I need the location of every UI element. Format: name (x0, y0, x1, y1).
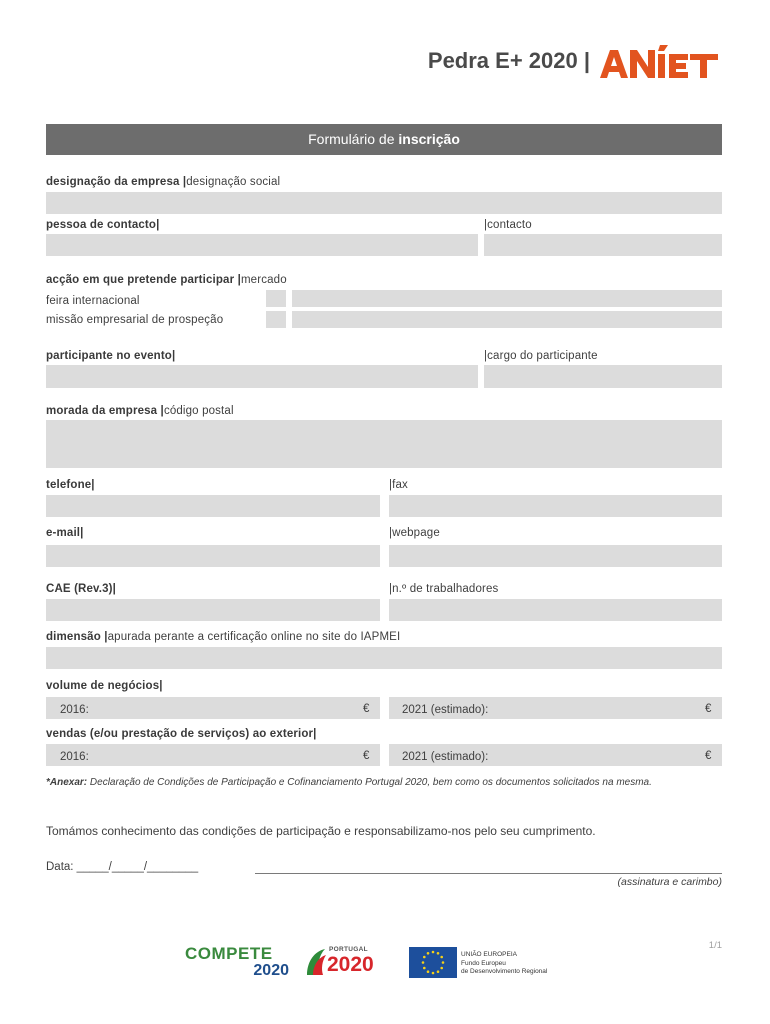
contact-person-label (46, 219, 159, 231)
employees-field[interactable] (389, 599, 722, 621)
form-title-normal: Formulário de (308, 131, 399, 147)
aniet-logo (598, 44, 722, 80)
attachment-note-text: Declaração de Condições de Participação e Cofinanciamento Portugal 2020, bem como os documentos solicitados na mesma. (87, 777, 652, 788)
turnover-label-text: volume de negócios| (46, 680, 163, 692)
attachment-note-lead: *Anexar: (46, 777, 88, 788)
exports-label (46, 728, 317, 740)
email-label (46, 527, 84, 539)
email-label-text: e-mail| (46, 527, 84, 539)
option-fair-label: feira internacional (46, 295, 140, 307)
exports-2021-label: 2021 (estimado): (402, 751, 489, 763)
exports-2016-label: 2016: (60, 751, 89, 763)
address-label-sub: código postal (163, 405, 234, 417)
eu-flag-icon (409, 947, 457, 978)
phone-field[interactable] (46, 495, 380, 517)
turnover-2016-label: 2016: (60, 704, 89, 716)
turnover-2016-euro: € (363, 703, 370, 715)
page-number: 1/1 (708, 940, 722, 951)
exports-2021-euro: € (705, 750, 712, 762)
cae-field[interactable] (46, 599, 380, 621)
signature-line[interactable] (255, 873, 722, 874)
exports-2016-euro: € (363, 750, 370, 762)
participant-role-label: |cargo do participante (484, 350, 598, 362)
email-field[interactable] (46, 545, 380, 567)
declaration-text: Tomámos conhecimento das condições de participação e responsabilizamo-nos pelo seu cumprimento. (46, 824, 596, 838)
cae-label-text: CAE (Rev.3)| (46, 583, 116, 595)
company-name-label-sub: designação social (186, 176, 281, 188)
option-mission-checkbox[interactable] (266, 311, 286, 328)
attachment-note (46, 775, 722, 791)
company-name-field[interactable] (46, 192, 722, 214)
participant-label (46, 350, 175, 362)
size-label (46, 631, 400, 643)
eu-line-3: de Desenvolvimento Regional (461, 968, 548, 975)
participant-field[interactable] (46, 365, 478, 388)
phone-label (46, 479, 95, 491)
portugal-logo-bottom: 2020 (327, 953, 374, 976)
phone-label-text: telefone| (46, 479, 95, 491)
size-field[interactable] (46, 647, 722, 669)
action-label (46, 274, 287, 286)
contact-label: |contacto (484, 219, 532, 231)
date-line[interactable]: Data: _____/_____/________ (46, 861, 199, 873)
company-name-label-bold: designação da empresa | (46, 176, 187, 188)
turnover-2021-euro: € (705, 703, 712, 715)
eu-fund-text (461, 951, 547, 977)
document-title: Pedra E+ 2020 | (427, 48, 590, 73)
company-name-label (46, 176, 280, 188)
webpage-field[interactable] (389, 545, 722, 567)
action-label-bold: acção em que pretende participar | (46, 274, 241, 286)
portugal-2020-logo (305, 945, 400, 979)
compete-logo-top: COMPETE (185, 944, 273, 963)
contact-person-label-text: pessoa de contacto| (46, 219, 160, 231)
address-field[interactable] (46, 420, 722, 468)
option-mission-market-field[interactable] (292, 311, 722, 328)
size-label-sub: apurada perante a certificação online no site do IAPMEI (107, 631, 401, 643)
size-label-bold: dimensão | (46, 631, 108, 643)
contact-field[interactable] (484, 234, 722, 256)
contact-person-field[interactable] (46, 234, 478, 256)
participant-role-field[interactable] (484, 365, 722, 388)
address-label-bold: morada da empresa | (46, 405, 164, 417)
compete-2020-logo (185, 945, 293, 979)
form-title-bold: inscrição (398, 131, 460, 147)
fax-label: |fax (389, 479, 408, 491)
exports-label-text: vendas (e/ou prestação de serviços) ao exterior| (46, 728, 317, 740)
eu-stars-icon (409, 947, 457, 978)
turnover-label (46, 680, 163, 692)
action-label-sub: mercado (240, 274, 287, 286)
portugal-logo-top: PORTUGAL (329, 946, 368, 953)
compete-logo-bottom: 2020 (253, 962, 289, 979)
webpage-label: |webpage (389, 527, 440, 539)
form-title-bar (46, 124, 722, 155)
turnover-2016-field[interactable] (46, 697, 380, 719)
option-mission-label: missão empresarial de prospeção (46, 314, 224, 326)
cae-label (46, 583, 116, 595)
eu-line-2: Fundo Europeu (461, 959, 506, 967)
turnover-2021-label: 2021 (estimado): (402, 704, 489, 716)
portugal-flag-icon (305, 947, 327, 977)
eu-line-1: UNIÃO EUROPEIA (461, 951, 517, 958)
option-fair-checkbox[interactable] (266, 290, 286, 307)
address-label (46, 405, 234, 417)
employees-label: |n.º de trabalhadores (389, 583, 499, 595)
option-fair-market-field[interactable] (292, 290, 722, 307)
exports-2016-field[interactable] (46, 744, 380, 766)
participant-label-text: participante no evento| (46, 350, 176, 362)
signature-caption: (assinatura e carimbo) (617, 876, 722, 888)
fax-field[interactable] (389, 495, 722, 517)
